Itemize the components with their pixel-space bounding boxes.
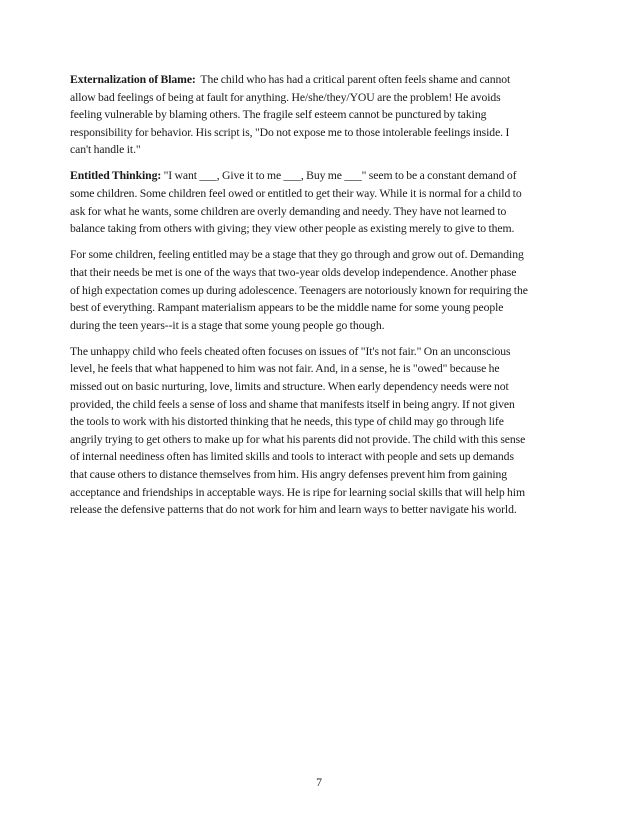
text-line: allow bad feelings of being at fault for anything. He/she/they/YOU are the problem! He avoids [70,90,501,104]
text-line: that cause others to distance themselves from him. His angry defenses prevent him from gaining [70,467,508,481]
paragraph-unhappy-child [70,343,567,519]
text-line: can't handle it." [70,143,141,157]
text-line: The unhappy child who feels cheated often focuses on issues of "It's not fair." On an unconscious [70,344,511,358]
text-line: For some children, feeling entitled may be a stage that they go through and grow out of. Demanding [70,248,524,262]
text-line: level, he feels that what happened to him was not fair. And, in a sense, he is "owed" because he [70,362,500,376]
text-line: that their needs be met is one of the ways that two-year olds develop independence. Another phase [70,265,517,279]
page-number: 7 [316,776,322,789]
text-line: feeling vulnerable by blaming others. The fragile self esteem cannot be punctured by taking [70,108,487,122]
paragraph-externalization-of-blame [70,71,567,159]
text-line: The child who has had a critical parent often feels shame and cannot [195,73,511,86]
text-line: of high expectation comes up during adolescence. Teenagers are notoriously known for requiring the [70,283,528,297]
text-line: acceptance and friendships in acceptable ways. He is ripe for learning social skills that will help him [70,485,525,499]
text-line: provided, the child feels a sense of loss and shame that manifests itself in being angry. If not given [70,397,515,411]
text-line: during the teen years--it is a stage that some young people go though. [70,318,385,332]
text-line: ask for what he wants, some children are overly demanding and needy. They have not learned to [70,204,507,218]
text-line: the tools to work with his distorted thinking that he needs, this type of child may go through life [70,415,504,429]
section-heading: Entitled Thinking: [70,169,162,183]
text-line: angrily trying to get others to make up for what his parents did not provide. The child with this sense [70,432,526,446]
body-text [70,71,567,527]
text-line: best of everything. Rampant materialism appears to be the middle name for some young people [70,301,504,315]
text-line: balance taking from others with giving; they view other people as existing merely to give to them. [70,222,515,236]
paragraph-feeling-entitled-stage [70,246,567,334]
text-line: "I want ___, Give it to me ___, Buy me ___" seem to be a constant demand of [161,169,517,183]
text-line: of internal neediness often has limited skills and tools to interact with people and sets up demands [70,450,514,464]
text-line: responsibility for behavior. His script is, "Do not expose me to those intolerable feelings inside. I [70,125,510,139]
text-line: some children. Some children feel owed or entitled to get their way. While it is normal for a child to [70,187,522,201]
text-line: release the defensive patterns that do not work for him and learn ways to better navigate his world. [70,503,517,517]
section-heading: Externalization of Blame: [70,73,196,86]
paragraph-entitled-thinking [70,167,567,237]
text-line: missed out on basic nurturing, love, limits and structure. When early dependency needs were not [70,380,509,393]
